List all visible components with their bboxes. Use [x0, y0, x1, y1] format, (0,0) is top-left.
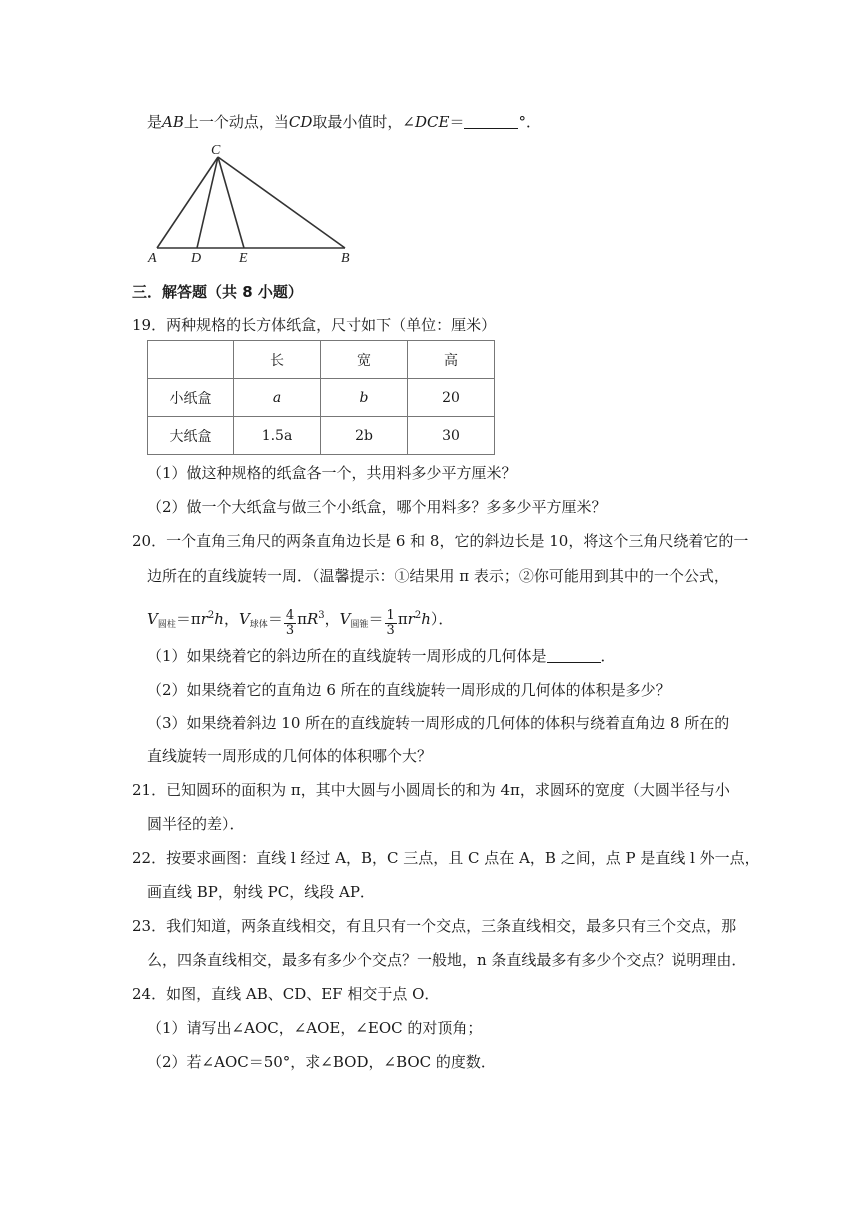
table-cell: a [234, 379, 321, 417]
q20-part1: （1）如果绕着它的斜边所在的直线旋转一周形成的几何体是 ． [147, 647, 616, 665]
section-title: 三．解答题（共 8 小题） [132, 283, 303, 301]
answer-blank[interactable] [547, 648, 601, 663]
table-header-cell: 高 [408, 341, 495, 379]
table-row [148, 417, 495, 455]
table-cell: 大纸盒 [148, 417, 234, 455]
segment-ce [218, 157, 244, 248]
q19-stem: 19．两种规格的长方体纸盒，尺寸如下（单位：厘米） [132, 316, 497, 334]
box-size-table [147, 340, 495, 455]
segment-bc [218, 157, 345, 248]
table-cell: 小纸盒 [148, 379, 234, 417]
q22-line1: 22．按要求画图：直线 l 经过 A，B，C 三点，且 C 点在 A，B 之间，点 P 是直线 l 外一点， [132, 849, 760, 867]
q19-part2: （2）做一个大纸盒与做三个小纸盒，哪个用料多？多多少平方厘米？ [147, 498, 607, 516]
label-b: B [341, 251, 350, 266]
q23-line2: 么，四条直线相交，最多有多少个交点？一般地，n 条直线最多有多少个交点？说明理由． [147, 951, 747, 969]
label-e: E [239, 251, 248, 266]
q20-part3b: 直线旋转一周形成的几何体的体积哪个大？ [147, 747, 433, 765]
table-header-cell [148, 341, 234, 379]
label-d: D [191, 251, 202, 266]
q24-part1: （1）请写出∠AOC，∠AOE，∠EOC 的对顶角； [147, 1019, 483, 1037]
q24-part2: （2）若∠AOC＝50°，求∠BOD，∠BOC 的度数． [147, 1053, 496, 1071]
answer-blank[interactable] [464, 114, 518, 129]
table-header-cell: 长 [234, 341, 321, 379]
table-cell: 1.5a [234, 417, 321, 455]
q18-tail-line: 是AB上一个动点，当CD取最小值时，∠DCE＝ °． [147, 113, 541, 131]
triangle-figure [140, 140, 360, 270]
q20-line1: 20．一个直角三角尺的两条直角边长是 6 和 8，它的斜边长是 10，将这个三角尺绕着它的一 [132, 532, 749, 550]
q24-stem: 24．如图，直线 AB、CD、EF 相交于点 O． [132, 985, 440, 1003]
table-row [148, 379, 495, 417]
q21-line2: 圆半径的差）． [147, 815, 245, 833]
label-c: C [211, 143, 221, 158]
fraction-four-thirds: $\frac{4}{3}$ [285, 608, 295, 638]
segment-ac [157, 157, 218, 248]
q23-line1: 23．我们知道，两条直线相交，有且只有一个交点，三条直线相交，最多只有三个交点，那 [132, 917, 737, 935]
table-cell: 20 [408, 379, 495, 417]
segment-cd [197, 157, 218, 248]
fraction-one-third: $\frac{1}{3}$ [386, 608, 395, 638]
q22-line2: 画直线 BP，射线 PC，线段 AP． [147, 883, 375, 901]
q20-part2: （2）如果绕着它的直角边 6 所在的直线旋转一周形成的几何体的体积是多少？ [147, 681, 671, 699]
table-header-cell: 宽 [321, 341, 408, 379]
table-cell: 2b [321, 417, 408, 455]
table-row [148, 341, 495, 379]
table-cell: 30 [408, 417, 495, 455]
q20-line2: 边所在的直线旋转一周．（温馨提示：①结果用 π 表示；②你可能用到其中的一个公式， [147, 567, 729, 585]
table-cell: b [321, 379, 408, 417]
label-a: A [148, 251, 157, 266]
q19-part1: （1）做这种规格的纸盒各一个，共用料多少平方厘米？ [147, 464, 517, 482]
q21-line1: 21．已知圆环的面积为 π，其中大圆与小圆周长的和为 4π，求圆环的宽度（大圆半径与小 [132, 781, 730, 799]
q20-formulas: $V_{圆柱}=\pi r^2h$，$V_{球体}=$ $\frac{4}{3}$ $\pi R^3$，$V_{圆锥}=$ $\frac{1}{3}$ $\pi r^2h$）． [147, 608, 454, 638]
q20-part3a: （3）如果绕着斜边 10 所在的直线旋转一周形成的几何体的体积与绕着直角边 8 所在的 [147, 714, 730, 732]
